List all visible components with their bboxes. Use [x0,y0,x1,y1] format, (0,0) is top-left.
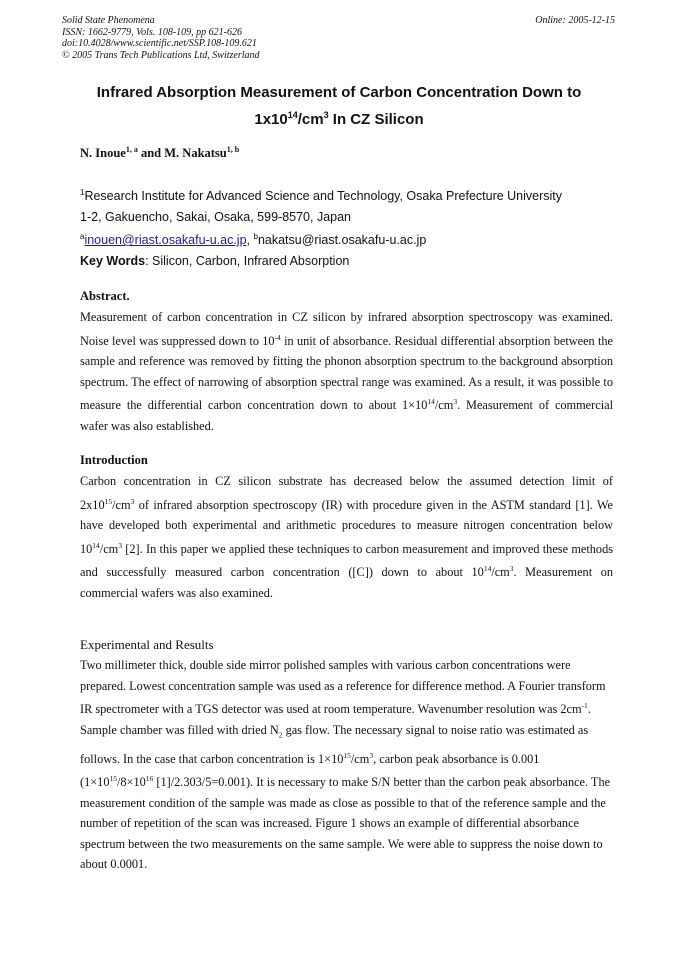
title-line-2: $1x10^{14}/cm^3$ In CZ Silicon [254,110,424,128]
abstract-text: Measurement of carbon concentration in CZ silicon by infrared absorption spectroscopy was examined. Noise level was suppressed down to $10^{-4}$ in unit of absorbance. Residual differential absorption between the sample and reference was removed by fitting the phonon absorption spectrum to the background absorption spectrum. The effect of narrowing of absorption spectral range was examined. As a result, it was possible to measure the differential carbon concentration down to about $1\times 10^{14}/cm^3$. Measurement of commercial wafer was also established. [80,310,614,433]
experimental-text: Two millimeter thick, double side mirror polished samples with various carbon concentrations were prepared. Lowest concentration sample was used as a reference for difference method. A Fourier transform IR spectrometer with a TGS detector was used at room temperature. Wavenumber resolution was $2cm^{-1}$. Sample chamber was filled with dried $N_2$ gas flow. The necessary signal to noise ratio was estimated as follows. In the case that carbon concentration is $1\times 10^{15}/cm^3$, carbon peak absorbance is 0.001 ($1\times 10^{15}/8\times 10^{16}$ [1]/2.303/5=0.001). It is necessary to make S/N better than the carbon peak absorbance. The measurement condition of the sample was made as close as possible to that of the reference sample and the number of repetition of the scan was increased. Figure 1 shows an example of differential absorbance spectrum between the two measurements on the same sample. We were able to suppress the noise down to about 0.0001. [80,658,611,872]
affiliation-block [80,183,620,271]
affiliation-line-2: 1-2, Gakuencho, Sakai, Osaka, 599-8570, Japan [80,209,352,224]
email-link-a[interactable]: inouen@riast.osakafu-u.ac.jp [84,233,247,248]
experimental-heading: Experimental and Results [80,637,214,652]
affiliation-line-1: $^1$Research Institute for Advanced Science and Technology, Osaka Prefecture University [80,188,563,204]
introduction-heading: Introduction [80,453,148,467]
title-line-1: Infrared Absorption Measurement of Carbon Concentration Down to [96,84,582,101]
issn-line: ISSN: 1662-9779, Vols. 108-109, pp 621-626 [62,26,242,38]
keywords-label: Key Words [80,253,146,268]
paper-title [62,82,616,131]
online-date: Online: 2005-12-15 [535,15,615,26]
email-line: $^a$inouen@riast.osakafu-u.ac.jp, $^b$nakatsu@riast.osakafu-u.ac.jp [80,232,427,248]
introduction-text: Carbon concentration in CZ silicon substrate has decreased below the assumed detection limit of $2x10^{15}/cm^3$ of infrared absorption spectroscopy (IR) with procedure given in the ASTM standard [1]. We have developed both experimental and arithmetic procedures to measure nitrogen concentration below $10^{14}/cm^3$ [2]. In this paper we applied these techniques to carbon measurement and improved these methods and successfully measured carbon concentration ([C]) down to about $10^{14}/cm^3$. Measurement on commercial wafers was also examined. [80,474,614,600]
journal-name: Solid State Phenomena [62,15,155,26]
keywords-line: Key Words: Silicon, Carbon, Infrared Absorption [80,253,350,268]
doi-line: doi:10.4028/www.scientific.net/SSP.108-109.621 [62,38,257,49]
abstract-heading: Abstract. [80,289,130,303]
author-line: N. Inoue$^{1, a}$ and M. Nakatsu$^{1, b}$ [80,145,240,161]
email-b: nakatsu@riast.osakafu-u.ac.jp [257,233,427,248]
journal-header [62,15,260,61]
copyright-line: © 2005 Trans Tech Publications Ltd, Switzerland [62,49,260,61]
